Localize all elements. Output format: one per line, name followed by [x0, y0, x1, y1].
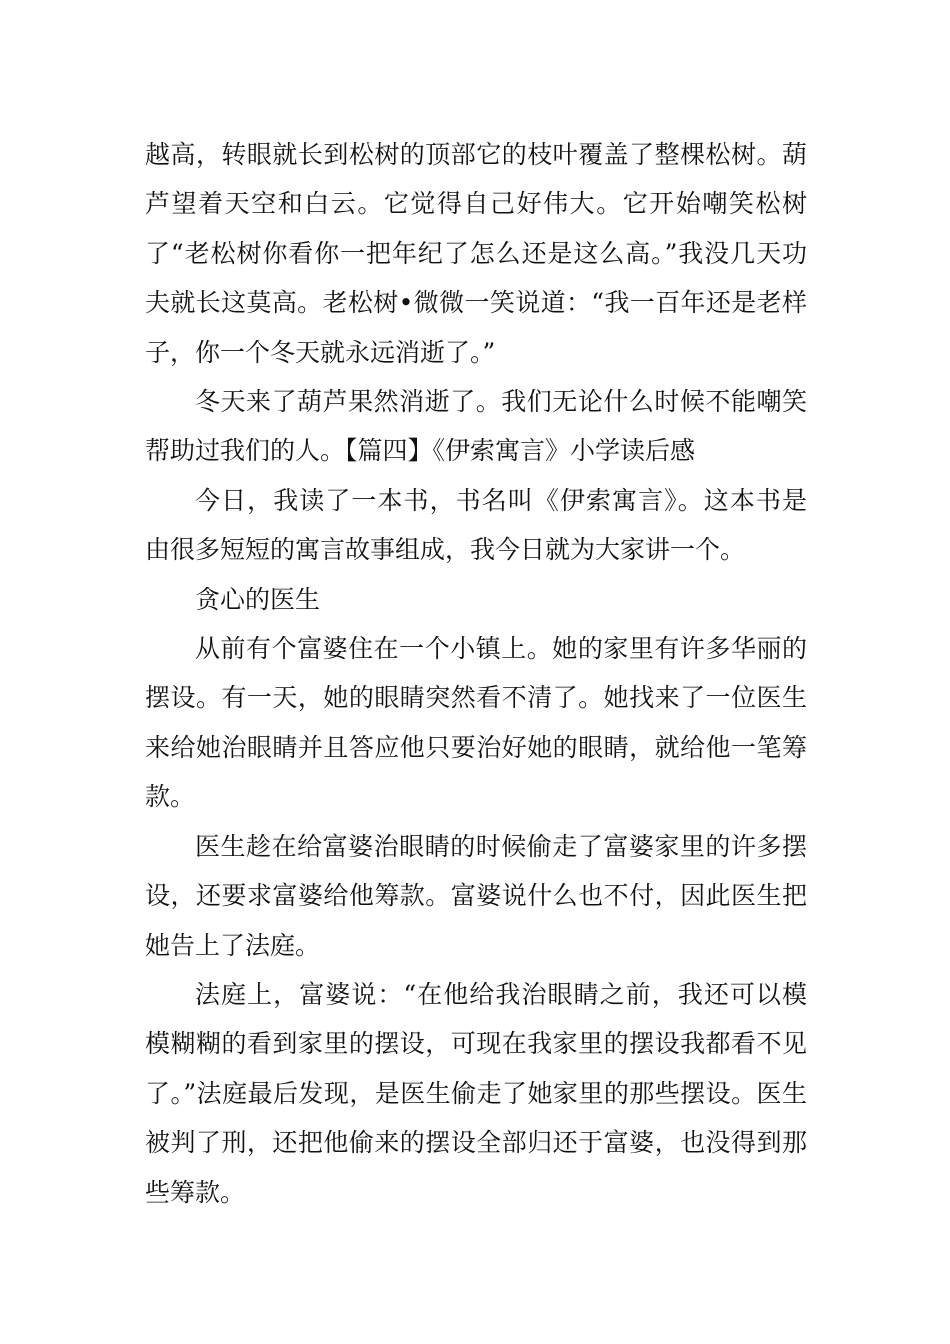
paragraph-6: 医生趁在给富婆治眼睛的时候偷走了富婆家里的许多摆设，还要求富婆给他筹款。富婆说什么也不付，因此医生把她告上了法庭。: [145, 831, 807, 960]
paragraph-7: 法庭上，富婆说：“在他给我治眼睛之前，我还可以模模糊糊的看到家里的摆设，可现在我家里的摆设我都看不见了。”法庭最后发现，是医生偷走了她家里的那些摆设。医生被判了刑，还把他偷来的摆设全部归还于富婆，也没得到那些筹款。: [145, 979, 807, 1207]
paragraph-3: 今日，我读了一本书，书名叫《伊索寓言》。这本书是由很多短短的寓言故事组成，我今日就为大家讲一个。: [145, 485, 807, 565]
story-title: 贪心的医生: [195, 584, 321, 614]
paragraph-5: 从前有个富婆住在一个小镇上。她的家里有许多华丽的摆设。有一天，她的眼睛突然看不清了。她找来了一位医生来给她治眼睛并且答应他只要治好她的眼睛，就给他一笔筹款。: [145, 634, 807, 812]
paragraph-2: 冬天来了葫芦果然消逝了。我们无论什么时候不能嘲笑帮助过我们的人。【篇四】《伊索寓言》小学读后感: [145, 387, 807, 466]
paragraph-1: 越高，转眼就长到松树的顶部它的枝叶覆盖了整棵松树。葫芦望着天空和白云。它觉得自己好伟大。它开始嘲笑松树了“老松树你看你一把年纪了怎么还是这么高。”我没几天功夫就长这莫高。老松树•微微一笑说道：“我一百年还是老样子，你一个冬天就永远消逝了。”: [145, 140, 807, 367]
document-body: [145, 130, 807, 1217]
